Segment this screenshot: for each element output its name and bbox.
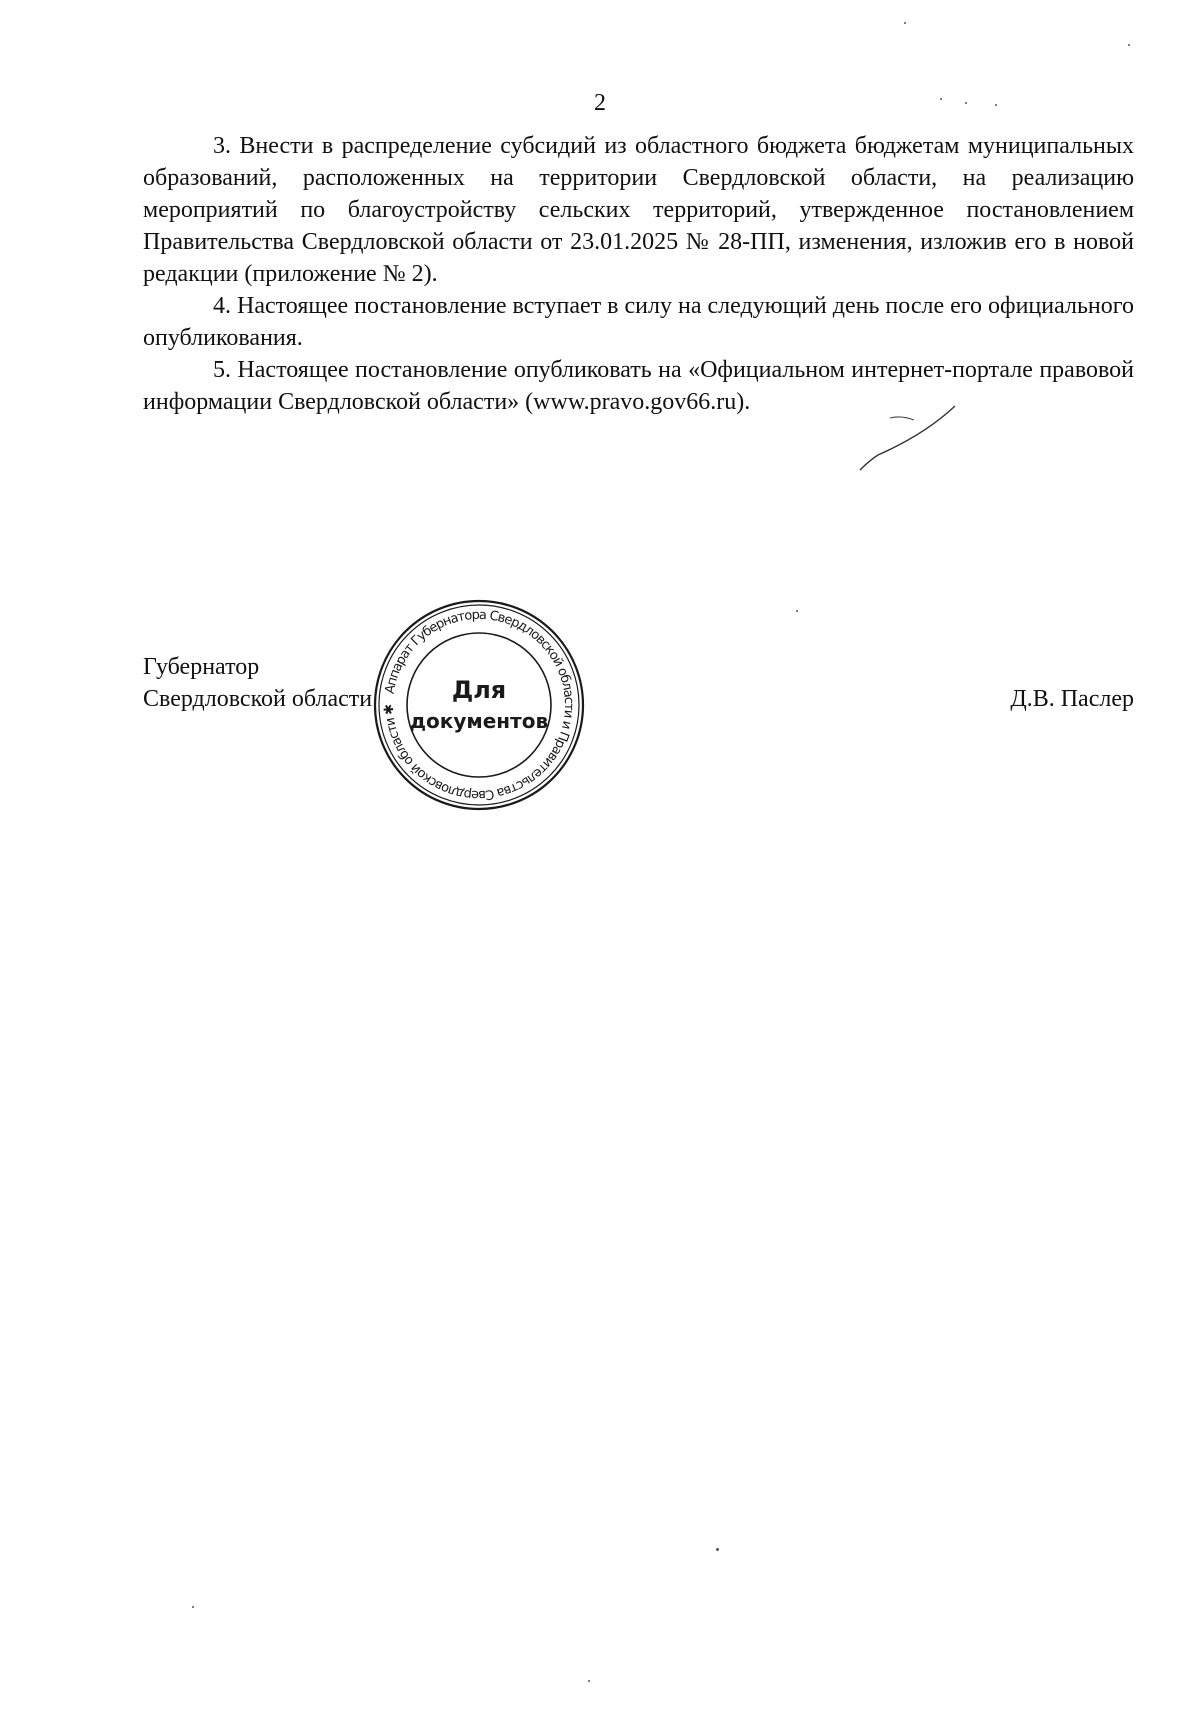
signatory-position bbox=[143, 651, 372, 715]
svg-text:Аппарат Губернатора Свердловск bbox=[382, 608, 576, 802]
signatory-position-line1: Губернатор bbox=[143, 654, 260, 680]
scan-speck bbox=[940, 98, 942, 100]
paragraph-5: 5. Настоящее постановление опубликовать на «Официальном интернет-портале правовой информации Свердловской области» (www.pravo.gov66.ru). bbox=[143, 357, 1134, 415]
scan-speck bbox=[588, 1680, 590, 1682]
document-body bbox=[143, 130, 1134, 418]
stamp-center-line1: Для bbox=[451, 676, 507, 704]
stamp-center-line2: документов bbox=[409, 709, 549, 733]
signatory-name: Д.В. Паслер bbox=[1010, 686, 1134, 712]
handwritten-mark bbox=[820, 400, 960, 472]
scan-speck bbox=[796, 610, 798, 612]
official-stamp bbox=[370, 596, 588, 814]
scan-speck bbox=[1128, 44, 1130, 46]
paragraph-3: 3. Внести в распределение субсидий из областного бюджета бюджетам муниципальных образований, расположенных на территории Свердловской области, на реализацию мероприятий по благоустройству сельских территорий, утвержденное постановлением Правительства Свердловской области от 23.01.2025 № 28-ПП, изменения, изложив его в новой редакции (приложение № 2). bbox=[143, 133, 1134, 287]
paragraph-4: 4. Настоящее постановление вступает в силу на следующий день после его официального опубликования. bbox=[143, 293, 1134, 351]
page-number: 2 bbox=[594, 90, 606, 116]
signatory-position-line2: Свердловской области bbox=[143, 686, 373, 712]
scan-speck bbox=[995, 104, 997, 106]
scan-speck bbox=[192, 1606, 194, 1608]
scan-speck bbox=[904, 22, 906, 24]
scan-speck bbox=[716, 1548, 719, 1551]
stamp-ring-text: Аппарат Губернатора Свердловской области и Правительства Свердловской области ✱ bbox=[381, 607, 577, 803]
scan-speck bbox=[965, 102, 967, 104]
